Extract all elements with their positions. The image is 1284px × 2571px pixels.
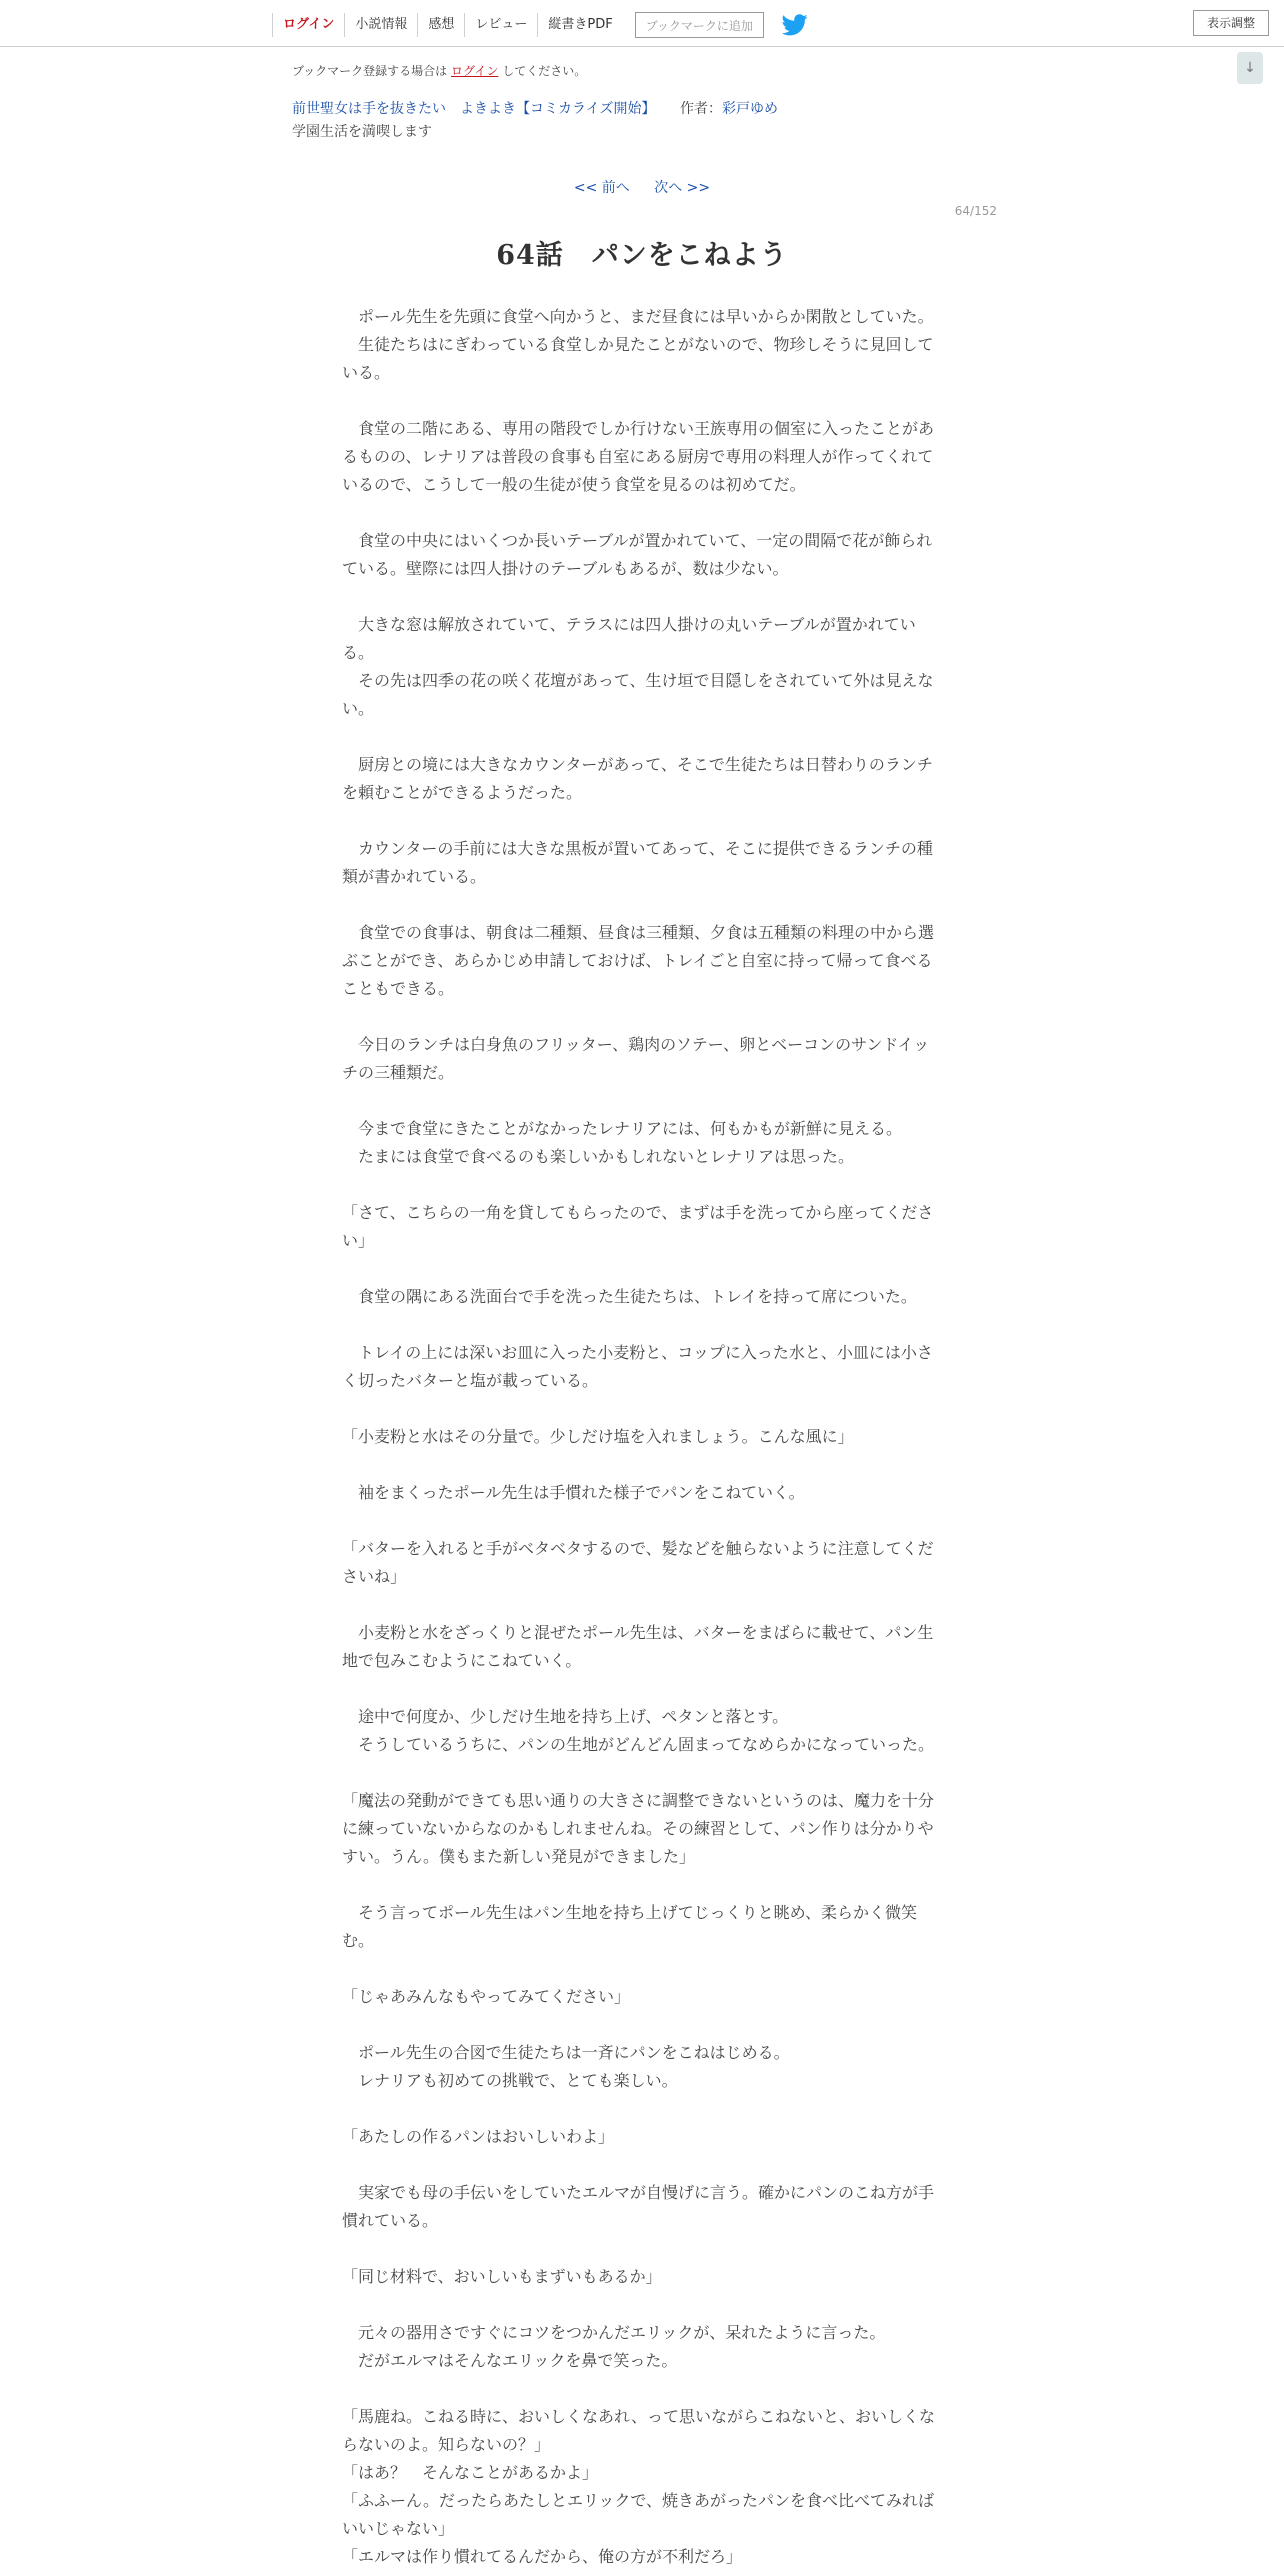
author-label-text: 作者： [680,101,722,117]
body-line [342,1171,942,1199]
body-line: そうしているうちに、パンの生地がどんどん固まってなめらかになっていった。 [342,1735,935,1754]
author-info [680,98,778,118]
bookmark-login-notice [292,62,586,79]
body-line: 「じゃあみんなもやってみてください」 [342,1987,631,2006]
chapter-pager [0,177,1284,197]
body-line [342,2151,942,2179]
body-line: 今日のランチは白身魚のフリッター、鶏肉のソテー、卵とベーコンのサンドイッチの三種類だ。 [342,1035,930,1082]
body-line: ポール先生の合図で生徒たちは一斉にパンをこねはじめる。 [342,2043,790,2062]
body-line: 「バターを入れると手がベタベタするので、髪などを触らないように注意してくださいね」 [342,1539,934,1586]
body-line: カウンターの手前には大きな黒板が置いてあって、そこに提供できるランチの種類が書かれている。 [342,839,933,886]
chapter-group-title: 学園生活を満喫します [292,124,432,140]
body-line [342,807,942,835]
notice-suffix: してください。 [502,64,587,78]
body-line [342,2095,942,2123]
body-line: 生徒たちはにぎわっている食堂しか見たことがないので、物珍しそうに見回している。 [342,335,934,382]
body-line: 「はあ？ そんなことがあるかよ」 [342,2463,599,2482]
body-line: 「同じ材料で、おいしいもまずいもあるか」 [342,2267,662,2286]
display-adjust-button[interactable]: 表示調整 [1193,10,1269,36]
body-line: 途中で何度か、少しだけ生地を持ち上げ、ペタンと落とす。 [342,1707,789,1726]
body-line [342,583,942,611]
twitter-bird-icon[interactable] [782,14,808,36]
notice-prefix: ブックマーク登録する場合は [292,64,448,78]
body-line: 食堂での食事は、朝食は二種類、昼食は三種類、夕食は五種類の料理の中から選ぶことができ、あらかじめ申請しておけば、トレイごと自室に持って帰って食べることもできる。 [342,923,935,998]
body-line [342,1591,942,1619]
nav-review-link[interactable]: レビュー [464,13,537,37]
body-line: レナリアも初めての挑戦で、とても楽しい。 [342,2071,678,2090]
notice-login-link[interactable]: ログイン [451,64,499,78]
body-line: 元々の器用さですぐにコツをつかんだエリックが、呆れたように言った。 [342,2323,886,2342]
body-line [342,1871,942,1899]
body-line: 「魔法の発動ができても思い通りの大きさに調整できないというのは、魔力を十分に練っていないからなのかもしれませんね。その練習として、パン作りは分かりやすい。うん。僕もまた新しい発見ができました」 [342,1791,935,1866]
body-line [342,723,942,751]
nav-login-link[interactable]: ログイン [272,13,344,37]
top-header [0,0,1284,47]
body-line: 「エルマは作り慣れてるんだから、俺の方が不利だろ」 [342,2547,743,2566]
body-line: 「馬鹿ね。こねる時に、おいしくなあれ、って思いながらこねないと、おいしくならないのよ。知らないの？」 [342,2407,935,2454]
body-line: 小麦粉と水をざっくりと混ぜたポール先生は、バターをまばらに載せて、パン生地で包みこむようにこねていく。 [342,1623,934,1670]
body-line [342,1759,942,1787]
top-nav [272,10,808,40]
novel-title-link[interactable]: 前世聖女は手を抜きたい よきよき【コミカライズ開始】 [292,101,656,117]
body-line [342,1311,942,1339]
body-line [342,1675,942,1703]
body-line: トレイの上には深いお皿に入った小麦粉と、コップに入った水と、小皿には小さく切ったバターと塩が載っている。 [342,1343,933,1390]
scroll-down-icon[interactable]: ↓ [1237,52,1263,84]
prev-chapter-link[interactable]: << 前へ [573,180,630,196]
body-line [342,2235,942,2263]
body-line: 「あたしの作るパンはおいしいわよ」 [342,2127,615,2146]
body-line [342,2291,942,2319]
nav-impressions-link[interactable]: 感想 [417,13,464,37]
next-chapter-link[interactable]: 次へ >> [654,180,711,196]
body-line: ポール先生を先頭に食堂へ向かうと、まだ昼食には早いからか閑散としていた。 [342,307,934,326]
body-line [342,1955,942,1983]
body-line: 「小麦粉と水はその分量で。少しだけ塩を入れましょう。こんな風に」 [342,1427,854,1446]
body-line: 食堂の中央にはいくつか長いテーブルが置かれていて、一定の間隔で花が飾られている。壁際には四人掛けのテーブルもあるが、数は少ない。 [342,531,933,578]
nav-novel-info-link[interactable]: 小説情報 [344,13,417,37]
body-line: 食堂の隅にある洗面台で手を洗った生徒たちは、トレイを持って席についた。 [342,1287,917,1306]
add-bookmark-button[interactable]: ブックマークに追加 [635,12,764,38]
body-line: 袖をまくったポール先生は手慣れた様子でパンをこねていく。 [342,1483,805,1502]
body-line: 厨房との境には大きなカウンターがあって、そこで生徒たちは日替わりのランチを頼むことができるようだった。 [342,755,933,802]
page-count: 64/152 [954,204,997,218]
body-line: だがエルマはそんなエリックを鼻で笑った。 [342,2351,678,2370]
author-name-link[interactable]: 彩戸ゆめ [722,101,778,117]
body-line [342,1003,942,1031]
body-line [342,1451,942,1479]
body-line: 「さて、こちらの一角を貸してもらったので、まずは手を洗ってから座ってください」 [342,1203,934,1250]
body-line [342,387,942,415]
body-line [342,499,942,527]
body-line: そう言ってポール先生はパン生地を持ち上げてじっくりと眺め、柔らかく微笑む。 [342,1903,918,1950]
nav-vertical-pdf-link[interactable]: 縦書きPDF [537,13,622,37]
chapter-title: 64話 パンをこねよう [496,240,788,271]
body-line [342,2011,942,2039]
body-line [342,2375,942,2403]
body-line [342,1087,942,1115]
body-line: 今まで食堂にきたことがなかったレナリアには、何もかもが新鮮に見える。 [342,1119,903,1138]
body-line: 実家でも母の手伝いをしていたエルマが自慢げに言う。確かにパンのこね方が手慣れている。 [342,2183,935,2230]
body-line: その先は四季の花の咲く花壇があって、生け垣で目隠しをされていて外は見えない。 [342,671,934,718]
body-line [342,1255,942,1283]
chapter-body [342,303,942,2571]
body-line [342,1395,942,1423]
body-line: 「ふふーん。だったらあたしとエリックで、焼きあがったパンを食べ比べてみればいいじゃない」 [342,2491,935,2538]
body-line [342,891,942,919]
body-line: 大きな窓は解放されていて、テラスには四人掛けの丸いテーブルが置かれている。 [342,615,916,662]
body-line: 食堂の二階にある、専用の階段でしか行けない王族専用の個室に入ったことがあるものの、レナリアは普段の食事も自室にある厨房で専用の料理人が作ってくれているので、こうして一般の生徒が使う食堂を見るのは初めてだ。 [342,419,935,494]
body-line: たまには食堂で食べるのも楽しいかもしれないとレナリアは思った。 [342,1147,855,1166]
body-line [342,1507,942,1535]
